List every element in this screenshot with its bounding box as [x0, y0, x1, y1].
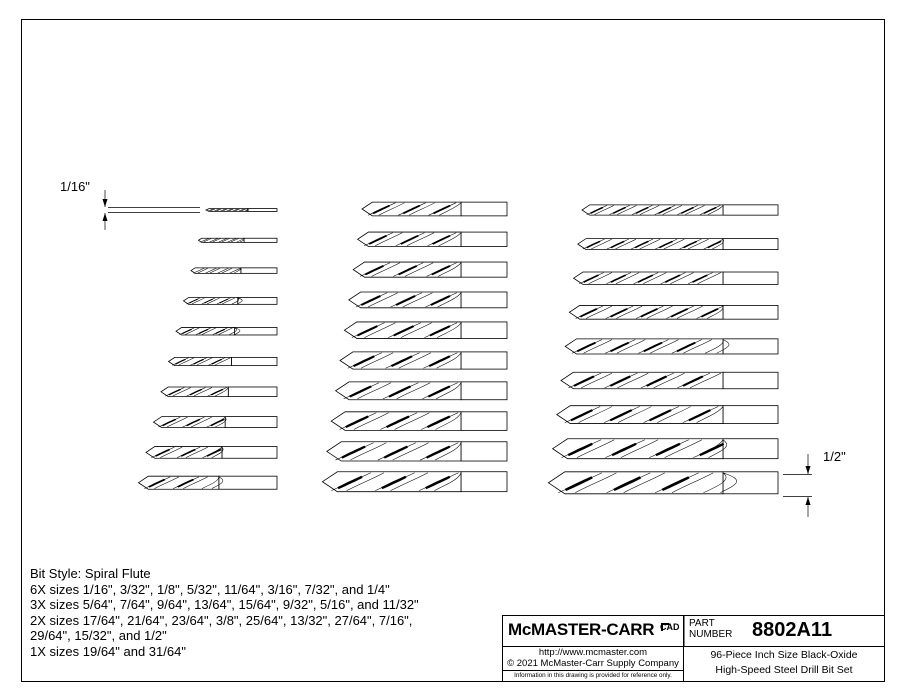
- bit-notes: [30, 566, 419, 660]
- drill-bit: [340, 352, 507, 369]
- drill-bit: [169, 357, 278, 365]
- drill-bit: [362, 202, 507, 216]
- bit-shank: [231, 357, 277, 365]
- bit-body: [146, 447, 222, 459]
- drill-bit: [557, 406, 778, 424]
- bit-shank: [461, 292, 507, 308]
- drill-bit: [154, 417, 278, 428]
- bit-shank: [247, 209, 277, 212]
- description-line-1: 96-Piece Inch Size Black-Oxide: [710, 649, 858, 661]
- drill-bit: [548, 472, 778, 494]
- bit-body: [154, 417, 226, 428]
- bit-shank: [723, 339, 778, 354]
- drill-bit: [199, 238, 278, 242]
- bit-shank: [461, 262, 507, 277]
- drill-bit: [336, 382, 507, 400]
- bit-shank: [461, 472, 507, 492]
- disclaimer: Information in this drawing is provided for reference only.: [514, 672, 672, 679]
- dimension-label-small: 1/16": [60, 179, 90, 194]
- drill-bit: [353, 262, 507, 277]
- note-line: 1X sizes 19/64" and 31/64": [30, 643, 186, 659]
- note-line: 29/64", 15/32", and 1/2": [30, 628, 167, 644]
- bit-shank: [723, 406, 778, 424]
- bit-shank: [461, 412, 507, 431]
- drill-bit: [582, 205, 778, 215]
- drill-bit: [569, 305, 778, 319]
- dimension-label-large: 1/2": [823, 449, 846, 464]
- drill-bit: [327, 442, 507, 461]
- part-label: [689, 618, 732, 640]
- drill-bit: [322, 472, 507, 492]
- drill-bit: [146, 447, 277, 459]
- bit-shank: [238, 297, 277, 304]
- part-label-line-2: NUMBER: [689, 629, 733, 640]
- bit-shank: [723, 305, 778, 319]
- drill-bit: [565, 339, 778, 354]
- part-label-line-1: PART: [689, 618, 715, 629]
- drill-bit: [139, 476, 278, 489]
- drill-bit: [553, 439, 778, 459]
- brand-logo: McMASTER-CARR: [508, 620, 655, 639]
- bit-body: [548, 472, 723, 494]
- bit-shank: [461, 352, 507, 369]
- website-url: http://www.mcmaster.com: [538, 647, 648, 658]
- drill-bit: [191, 268, 277, 274]
- drill-bit: [574, 272, 778, 284]
- bit-shank: [235, 327, 277, 335]
- drill-bit: [578, 239, 778, 250]
- bit-shank: [461, 322, 507, 339]
- bit-shank: [723, 372, 778, 389]
- bit-shank: [241, 268, 277, 274]
- bit-shank: [461, 442, 507, 461]
- drill-bit: [358, 232, 507, 246]
- bit-shank: [228, 387, 277, 397]
- bit-shank: [461, 202, 507, 216]
- bit-shank: [225, 417, 277, 428]
- bit-shank: [723, 205, 778, 215]
- bit-shank: [461, 382, 507, 400]
- bit-shank: [723, 239, 778, 250]
- bit-shank: [723, 272, 778, 284]
- cad-mark: CAD: [660, 622, 680, 632]
- drill-bit-set: [139, 202, 779, 494]
- drill-bit: [206, 209, 277, 212]
- bit-shank: [244, 238, 277, 242]
- note-line: 3X sizes 5/64", 7/64", 9/64", 13/64", 15/64", 9/32", 5/16", and 11/32": [30, 597, 419, 613]
- drill-bit: [331, 412, 507, 431]
- bit-shank: [222, 447, 277, 459]
- drill-bit: [184, 297, 278, 304]
- bit-shank: [723, 472, 778, 494]
- dimension-small: [60, 179, 200, 230]
- drill-bit: [176, 327, 277, 335]
- copyright: © 2021 McMaster-Carr Supply Company: [507, 658, 679, 669]
- drill-bit: [161, 387, 277, 397]
- note-line: Bit Style: Spiral Flute: [30, 566, 151, 581]
- part-number: 8802A11: [752, 619, 833, 641]
- drill-bit: [561, 372, 778, 389]
- note-line: 2X sizes 17/64", 21/64", 23/64", 3/8", 25/64", 13/32", 27/64", 7/16",: [30, 612, 413, 628]
- drill-bit: [349, 292, 507, 308]
- bit-shank: [461, 232, 507, 246]
- note-line: 6X sizes 1/16", 3/32", 1/8", 5/32", 11/64", 3/16", 7/32", and 1/4": [30, 581, 390, 597]
- description-line-2: High-Speed Steel Drill Bit Set: [715, 664, 853, 676]
- dimension-large: [783, 449, 846, 517]
- drill-bit: [344, 322, 507, 339]
- bit-shank: [219, 476, 277, 489]
- bit-shank: [723, 439, 778, 459]
